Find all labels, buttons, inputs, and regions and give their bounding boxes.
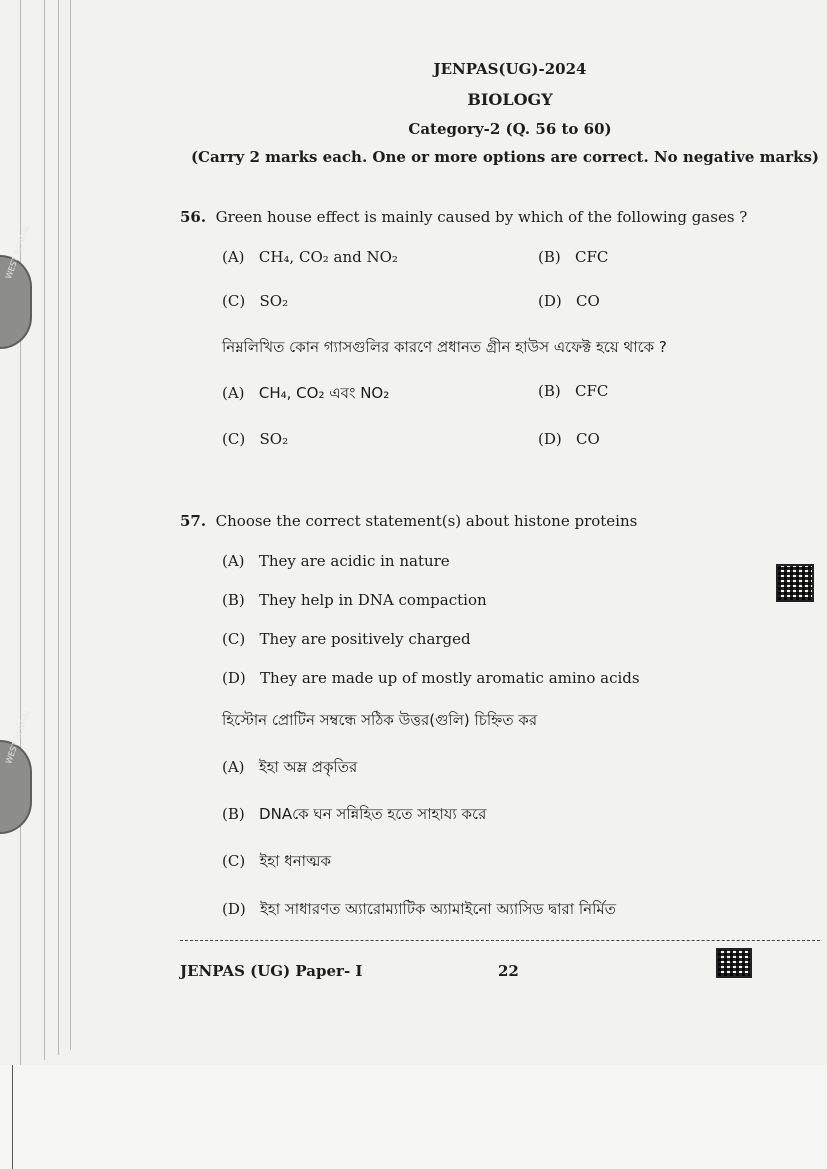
page-edge: [58, 0, 59, 1055]
option-a-bengali: [222, 756, 357, 781]
page-edge: [70, 0, 71, 1050]
question-text: Green house effect is mainly caused by which of the following gases ?: [215, 208, 748, 226]
instructions: (Carry 2 marks each. One or more options are correct. No negative marks): [190, 148, 820, 166]
option-label: (D): [222, 669, 246, 687]
option-a-bengali: [222, 382, 389, 407]
qr-code: [716, 948, 752, 978]
subject-title: BIOLOGY: [467, 90, 553, 109]
option-d-bengali: [538, 430, 600, 448]
option-d: [222, 669, 640, 687]
option-c-bengali: [222, 430, 288, 448]
option-b-bengali: [222, 803, 486, 828]
option-label: (A): [222, 552, 245, 570]
option-label: (D): [538, 430, 562, 448]
option-c: [222, 630, 471, 648]
option-text: CFC: [575, 248, 609, 266]
option-text: CFC: [575, 382, 609, 400]
page-number: 22: [498, 962, 519, 980]
option-c-bengali: [222, 850, 331, 875]
option-d: [538, 292, 600, 310]
option-label: (A): [222, 758, 245, 776]
option-text: CH₄, CO₂ এবং NO₂: [258, 384, 390, 402]
question-text: Choose the correct statement(s) about histone proteins: [215, 512, 638, 530]
option-text: CH₄, CO₂ and NO₂: [258, 248, 398, 266]
option-text: They are acidic in nature: [258, 552, 450, 570]
option-text: They help in DNA compaction: [259, 591, 487, 609]
option-label: (B): [222, 805, 245, 823]
option-label: (C): [222, 430, 246, 448]
option-b-bengali: [538, 382, 608, 400]
option-b: [222, 591, 487, 609]
option-label: (B): [222, 591, 245, 609]
option-text: ইহা ধনাত্মক: [259, 852, 331, 870]
option-label: (A): [222, 248, 245, 266]
question-number: 57.: [180, 512, 207, 530]
option-text: SO₂: [259, 430, 289, 448]
seal-stamp: WEST BENGAL: [0, 740, 32, 834]
page-edge: [20, 0, 21, 1065]
option-label: (C): [222, 852, 246, 870]
option-label: (A): [222, 384, 245, 402]
category-title: Category-2 (Q. 56 to 60): [408, 120, 612, 138]
option-label: (C): [222, 630, 246, 648]
option-c: [222, 292, 288, 310]
page-edge: [44, 0, 45, 1060]
question-56: [180, 208, 747, 226]
option-label: (D): [538, 292, 562, 310]
page-edge: [12, 1065, 13, 1169]
option-text: CO: [576, 292, 600, 310]
option-a: [222, 552, 450, 570]
scan-margin: [0, 1065, 827, 1169]
option-text: DNAকে ঘন সন্নিহিত হতে সাহায্য করে: [259, 805, 487, 823]
option-label: (D): [222, 900, 246, 918]
option-text: ইহা অম্ল প্রকৃতির: [258, 758, 358, 776]
qr-code: [776, 564, 814, 602]
question-56-bengali: নিম্নলিখিত কোন গ্যাসগুলির কারণে প্রধানত গ্রীন হাউস এফেক্ট হয়ে থাকে ?: [222, 338, 667, 356]
question-57: [180, 512, 637, 530]
option-a: [222, 248, 398, 266]
option-label: (B): [538, 248, 561, 266]
option-text: They are positively charged: [259, 630, 471, 648]
question-57-bengali: হিস্টোন প্রোটিন সম্বন্ধে সঠিক উত্তর(গুলি) চিহ্নিত কর: [222, 711, 538, 729]
question-number: 56.: [180, 208, 207, 226]
option-b: [538, 248, 608, 266]
option-text: SO₂: [259, 292, 289, 310]
footer-divider: [180, 940, 820, 941]
exam-title: JENPAS(UG)-2024: [433, 60, 587, 78]
option-text: They are made up of mostly aromatic amino acids: [260, 669, 640, 687]
option-d-bengali: [222, 898, 616, 923]
option-text: CO: [576, 430, 600, 448]
footer-paper: JENPAS (UG) Paper- I: [180, 962, 363, 980]
option-label: (C): [222, 292, 246, 310]
seal-stamp: WEST BENGAL: [0, 255, 32, 349]
option-label: (B): [538, 382, 561, 400]
option-text: ইহা সাধারণত অ্যারোম্যাটিক অ্যামাইনো অ্যাসিড দ্বারা নির্মিত: [260, 900, 617, 918]
